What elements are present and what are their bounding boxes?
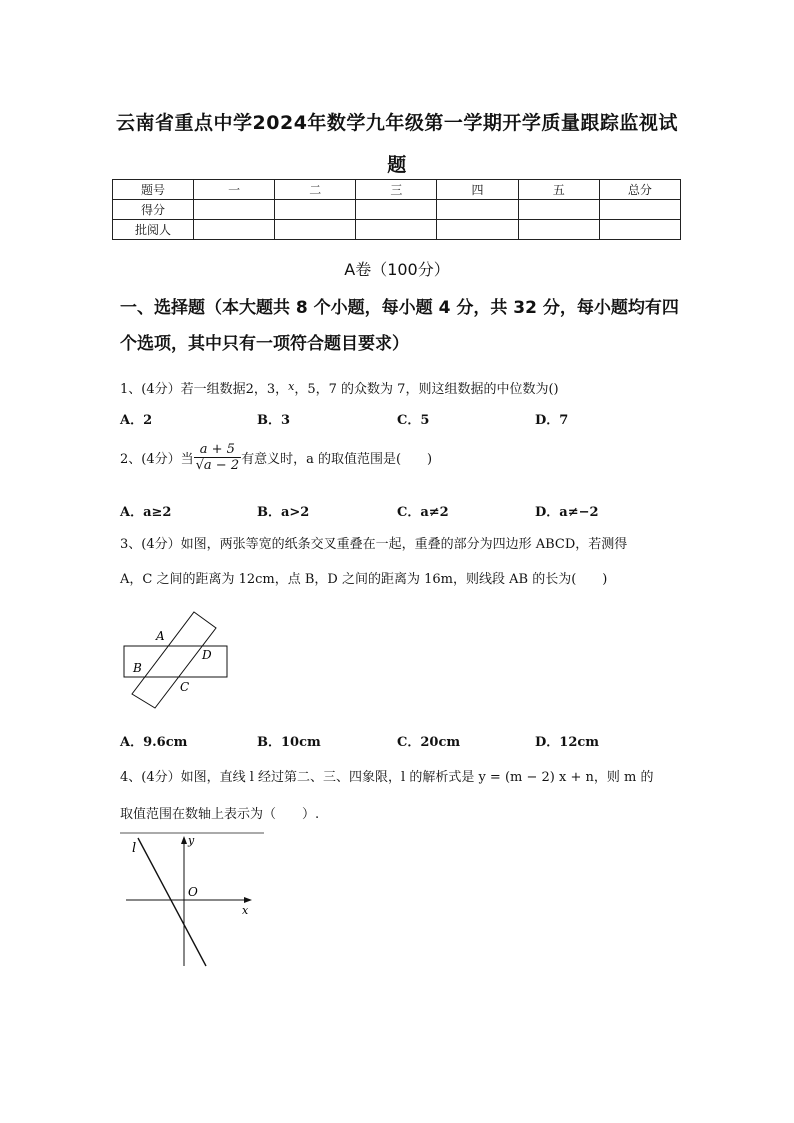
grader-row xyxy=(113,220,681,240)
score-cell[interactable] xyxy=(599,200,680,220)
grader-cell[interactable] xyxy=(518,220,599,240)
grader-cell[interactable] xyxy=(356,220,437,240)
header-cell: 题号 xyxy=(113,180,194,200)
question-3-line-2: A，C 之间的距离为 12cm，点 B，D 之间的距离为 16m，则线段 AB 的长为( ) xyxy=(120,572,608,587)
header-cell: 一 xyxy=(194,180,275,200)
row-label: 得分 xyxy=(113,200,194,220)
question-4-line-1: 4、(4分）如图，直线 l 经过第二、三、四象限，l 的解析式是 y = (m − 2) x + n，则 m 的 xyxy=(120,770,654,785)
q2-numerator: a + 5 xyxy=(194,442,241,458)
q3-option-d[interactable]: D．12cm xyxy=(535,735,600,750)
volume-heading: A卷（100分） xyxy=(344,260,450,279)
q3-figure-paper-strips xyxy=(118,606,238,714)
grader-cell[interactable] xyxy=(599,220,680,240)
x-axis-arrow xyxy=(244,897,252,903)
grader-cell[interactable] xyxy=(194,220,275,240)
label-a: A xyxy=(156,629,165,643)
header-cell: 三 xyxy=(356,180,437,200)
label-c: C xyxy=(180,680,190,694)
question-4-line-2: 取值范围在数轴上表示为（ ）. xyxy=(120,807,320,822)
q1-variable: x xyxy=(288,380,295,393)
q1-option-a[interactable]: A．2 xyxy=(120,413,153,428)
score-cell[interactable] xyxy=(356,200,437,220)
q3-option-b[interactable]: B．10cm xyxy=(257,735,321,750)
score-row xyxy=(113,200,681,220)
q2-denominator: √a − 2 xyxy=(195,458,240,473)
label-o: O xyxy=(188,885,198,899)
q3-option-a[interactable]: A．9.6cm xyxy=(120,735,188,750)
row-label: 批阅人 xyxy=(113,220,194,240)
score-cell[interactable] xyxy=(275,200,356,220)
score-cell[interactable] xyxy=(437,200,518,220)
score-table-header-row xyxy=(113,180,681,200)
q2-fraction xyxy=(194,442,241,473)
grader-cell[interactable] xyxy=(275,220,356,240)
line-l xyxy=(138,838,206,966)
label-b: B xyxy=(133,661,142,675)
question-3-line-1: 3、(4分）如图，两张等宽的纸条交叉重叠在一起，重叠的部分为四边形 ABCD，若测得 xyxy=(120,537,628,552)
q1-suffix: ，5，7 的众数为 7，则这组数据的中位数为() xyxy=(294,382,559,397)
grader-cell[interactable] xyxy=(437,220,518,240)
y-axis-arrow xyxy=(181,836,187,844)
q2-suffix: 有意义时，a 的取值范围是( ) xyxy=(241,452,433,467)
header-cell: 四 xyxy=(437,180,518,200)
header-cell: 总分 xyxy=(599,180,680,200)
question-2 xyxy=(120,442,432,473)
q1-prefix: 1、(4分）若一组数据2，3， xyxy=(120,382,289,397)
q2-option-d[interactable]: D．a≠−2 xyxy=(535,505,599,520)
q2-prefix: 2、(4分）当 xyxy=(120,452,194,467)
label-y: y xyxy=(188,834,195,847)
q2-option-a[interactable]: A．a≥2 xyxy=(120,505,172,520)
header-cell: 五 xyxy=(518,180,599,200)
score-cell[interactable] xyxy=(518,200,599,220)
q3-option-c[interactable]: C．20cm xyxy=(397,735,461,750)
header-cell: 二 xyxy=(275,180,356,200)
q4-figure-coordinate-plane xyxy=(118,830,268,970)
q2-option-b[interactable]: B．a>2 xyxy=(257,505,310,520)
q2-option-c[interactable]: C．a≠2 xyxy=(397,505,449,520)
q1-option-d[interactable]: D．7 xyxy=(535,413,569,428)
document-title-continued: 题 xyxy=(387,154,407,176)
document-title: 云南省重点中学2024年数学九年级第一学期开学质量跟踪监视试 xyxy=(116,112,678,134)
score-cell[interactable] xyxy=(194,200,275,220)
score-table xyxy=(112,179,681,240)
question-1 xyxy=(120,378,559,397)
label-x: x xyxy=(242,904,249,917)
section-heading: 一、选择题（本大题共 8 个小题，每小题 4 分，共 32 分，每小题均有四个选项，其中只有一项符合题目要求） xyxy=(120,298,679,354)
label-l: l xyxy=(132,841,137,856)
q1-option-c[interactable]: C．5 xyxy=(397,413,430,428)
q1-option-b[interactable]: B．3 xyxy=(257,413,291,428)
label-d: D xyxy=(202,648,212,662)
